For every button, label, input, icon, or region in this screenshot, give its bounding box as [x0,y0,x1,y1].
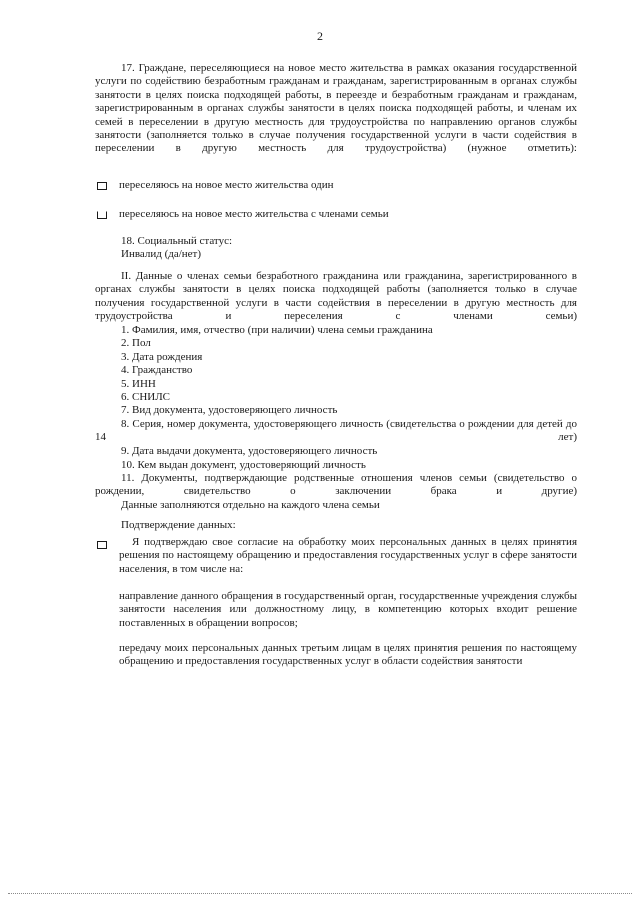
consent-item-third-parties: передачу моих персональных данных третьим лицам в целях принятия решения по настоящему обращению и предоставления государственных услуг в области содействия занятости [119,642,577,668]
bottom-scan-edge [8,893,632,894]
field-id-document-type: 7. Вид документа, удостоверяющего личность [121,404,338,417]
field-full-name: 1. Фамилия, имя, отчество (при наличии) члена семьи гражданина [121,324,433,336]
family-fields-list [121,324,433,418]
family-member-note: Данные заполняются отдельно на каждого члена семьи [121,499,380,511]
relocate-alone-label: переселяюсь на новое место жительства один [119,179,334,191]
consent-item-forwarding: направление данного обращения в государственный орган, государственные учреждения службы занятости населения или должностному лицу, в компетенцию которых входит решение поставленных в обращении вопросов; [119,590,577,629]
relocate-family-label: переселяюсь на новое место жительства с членами семьи [119,208,389,220]
consent-checkbox[interactable] [97,541,107,549]
consent-text: Я подтверждаю свое согласие на обработку моих персональных данных в целях принятия решения по настоящему обращению и предоставления государственных услуг в сфере занятости населения, в том числе на: [119,536,577,575]
page-number: 2 [317,29,323,43]
field-kinship-documents: 11. Документы, подтверждающие родственные отношения членов семьи (свидетельство о рождении, свидетельство о заключении брака и другие) [95,472,577,498]
field-inn: 5. ИНН [121,377,156,390]
relocate-family-checkbox[interactable] [97,211,107,219]
confirmation-title: Подтверждение данных: [121,519,236,531]
field-id-issued-by: 10. Кем выдан документ, удостоверяющий личность [121,459,366,471]
section-2-heading: II. Данные о членах семьи безработного гражданина или гражданина, зарегистрированного в органах службы занятости в целях поиска подходящей работы (заполняется только в случае получения государственной услуги в части содействия в переселении в другую местность для трудоустройства и переселения с членами семьи) [95,270,577,323]
relocate-alone-checkbox[interactable] [97,182,107,190]
field-id-series-number: 8. Серия, номер документа, удостоверяющего личность (свидетельства о рождении для детей до 14 лет) [95,418,577,444]
section-17-text: 17. Граждане, переселяющиеся на новое место жительства в рамках оказания государственной услуги по содействию безработным гражданам и гражданам, зарегистрированным в органах службы занятости в целях поиска подходящей работы, в переезде и безработным гражданам и гражданам, зарегистрированным в органах службы занятости в целях поиска подходящей работы, и членам их семей в переселении в другую местность для трудоустройства по направлению органов службы занятости (заполняется только в случае получения государственной услуги в части содействия в переселении в другую местность для трудоустройства) (нужное отметить): [95,62,577,155]
field-gender: 2. Пол [121,337,151,350]
field-id-issue-date: 9. Дата выдачи документа, удостоверяющего личность [121,445,378,457]
disabled-status-field: Инвалид (да/нет) [121,248,202,260]
field-citizenship: 4. Гражданство [121,364,193,377]
field-snils: 6. СНИЛС [121,391,171,404]
field-birth-date: 3. Дата рождения [121,350,203,363]
section-18-title: 18. Социальный статус: [121,235,233,247]
